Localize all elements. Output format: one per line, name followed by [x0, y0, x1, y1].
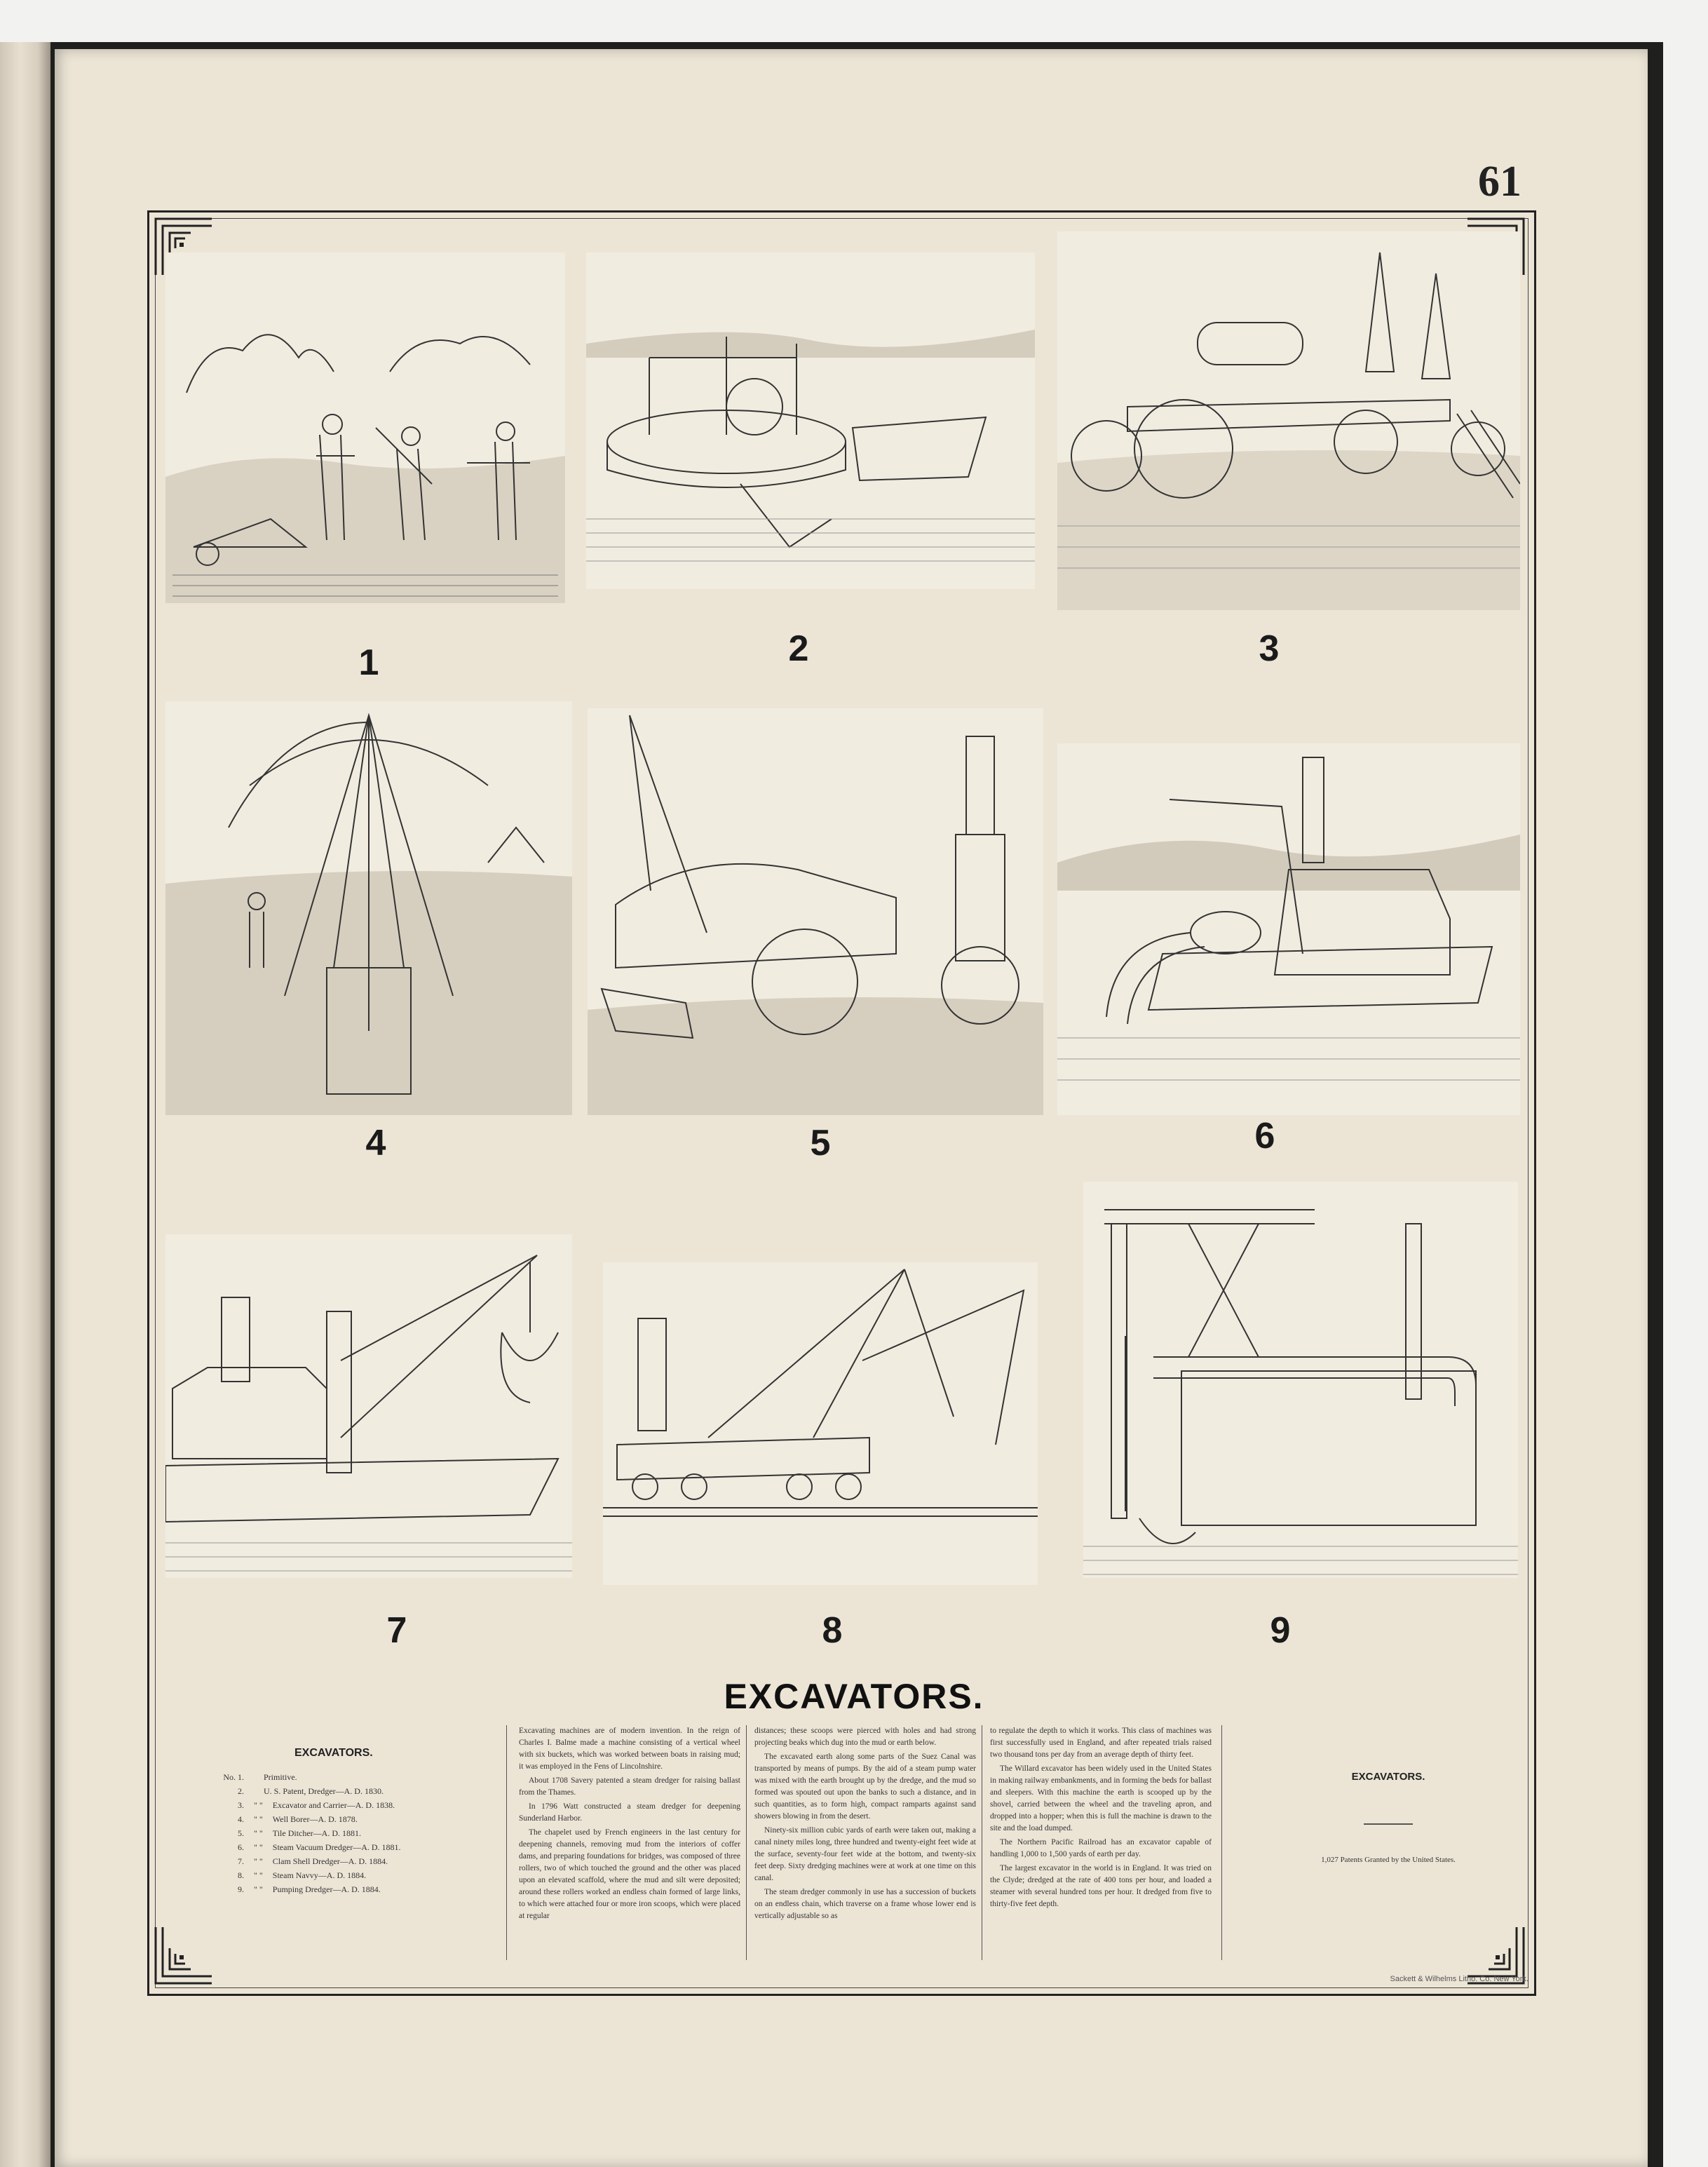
legend-row-label: 5. [238, 1828, 244, 1838]
patent-note: 1,027 Patents Granted by the United States. [1321, 1856, 1456, 1864]
figure-7-illustration [165, 1234, 572, 1578]
legend-row-ditto: " " [254, 1884, 263, 1894]
figure-8-illustration [603, 1262, 1038, 1585]
figure-2-number: 2 [788, 628, 809, 669]
figure-6-illustration [1057, 743, 1520, 1115]
legend-row-text: Well Borer—A. D. 1878. [272, 1814, 358, 1824]
right-heading-rule [1364, 1823, 1413, 1825]
legend-row-ditto: " " [254, 1828, 263, 1838]
paragraph: The excavated earth along some parts of the Suez Canal was transported by means of pumps. By the aid of a steam pump water was mixed with the earth brought up by the dredge, and the mud so formed was spouted out upon the banks to such a distance, and in such quantities, as to form high, compact ramparts against sand showers blowing in from the desert. [754, 1753, 976, 1821]
legend-row [210, 1798, 505, 1812]
legend-row-ditto: " " [254, 1870, 263, 1880]
legend-row-ditto: " " [254, 1800, 263, 1810]
legend-row-label: No. 1. [223, 1772, 244, 1782]
legend-row [210, 1826, 505, 1840]
paragraph: The Northern Pacific Railroad has an excavator capable of handling 1,000 to 1,500 yards of earth per day. [990, 1838, 1212, 1858]
figure-9-number: 9 [1270, 1610, 1291, 1651]
paragraph: to regulate the depth to which it works. This class of machines was first successfully used in England, and after repeated trials raised two thousand tons per day from an average depth of thirty feet. [990, 1727, 1212, 1759]
figure-3-illustration [1057, 231, 1520, 610]
paragraph: Excavating machines are of modern invention. In the reign of Charles I. Balme made a machine consisting of a vertical wheel with six buckets, which was worked between boats in raising mud; it was employed in the Fens of Lincolnshire. [519, 1727, 740, 1771]
figure-6-number: 6 [1254, 1116, 1275, 1156]
paragraph: In 1796 Watt constructed a steam dredger for deepening Sunderland Harbor. [519, 1802, 740, 1823]
right-heading: EXCAVATORS. [1351, 1771, 1425, 1783]
legend-row [210, 1868, 505, 1882]
legend-row [210, 1854, 505, 1868]
paragraph: The chapelet used by French engineers in the last century for deepening channels, removing mud from the interiors of coffer dams, and preparing foundations for bridges, was composed of three rollers, two of which touched the ground and the other was placed upon an elevated scaffold, where the mud and silt were deposited; around these rollers worked an endless chain formed of large links, to which were attached four or more iron scoops, which were placed at regular [519, 1828, 740, 1920]
paragraph: The Willard excavator has been widely used in the United States in making railway embankments, and in forming the beds for ballast and sleepers. With this machine the earth is scooped up by the shovel, carried between the wheel and the traveling apron, and dropped into a hopper; when this is full the machine is drawn to the site and the load dumped. [990, 1764, 1212, 1832]
legend-row-label: 7. [238, 1856, 244, 1866]
legend-row-ditto: " " [254, 1842, 263, 1852]
printer-imprint: Sackett & Wilhelms Litho. Co. New York. [1390, 1975, 1529, 1983]
legend-row [210, 1882, 505, 1896]
figure-1-illustration [165, 252, 565, 603]
paragraph: The steam dredger commonly in use has a succession of buckets on an endless chain, which traverse on a frame whose lower end is vertically adjustable so as [754, 1888, 976, 1920]
figure-3-number: 3 [1259, 628, 1280, 669]
legend-row-text: Pumping Dredger—A. D. 1884. [272, 1884, 381, 1894]
legend-row-text: Primitive. [264, 1772, 297, 1782]
legend-row-label: 6. [238, 1842, 244, 1852]
page-title: EXCAVATORS. [724, 1677, 984, 1716]
legend-row-label: 9. [238, 1884, 244, 1894]
text-column-2 [754, 1725, 976, 1924]
text-column-1 [519, 1725, 740, 1924]
paragraph: Ninety-six million cubic yards of earth were taken out, making a canal ninety miles long, three hundred and twenty-eight feet wide at the surface, seventy-four feet wide at the bottom, and twenty-six feet deep. Sixty dredging machines were at work at one time on this canal. [754, 1826, 976, 1882]
paragraph: The largest excavator in the world is in England. It was tried on the Clyde; dredged at the rate of 400 tons per hour, and loaded a steamer with several hundred tons per hour. It dredged from five to thirty-five feet depth. [990, 1864, 1212, 1908]
paragraph: About 1708 Savery patented a steam dredger for raising ballast from the Thames. [519, 1776, 740, 1797]
corner-ornament-bottom-left [149, 1920, 219, 1990]
figure-4-illustration [165, 701, 572, 1115]
paragraph: distances; these scoops were pierced with holes and had strong projecting beaks which dug into the mud or earth below. [754, 1727, 976, 1747]
column-divider [746, 1725, 747, 1960]
figure-7-number: 7 [386, 1610, 407, 1651]
legend-row [210, 1784, 505, 1798]
legend-row [210, 1840, 505, 1854]
column-divider [1221, 1725, 1222, 1960]
figure-8-number: 8 [822, 1610, 843, 1651]
left-page-edge [0, 42, 52, 2167]
figure-5-number: 5 [810, 1123, 831, 1163]
legend-row-label: 3. [238, 1800, 244, 1810]
legend-row-text: Steam Vacuum Dredger—A. D. 1881. [272, 1842, 401, 1852]
figure-1-number: 1 [358, 642, 379, 683]
legend-heading: EXCAVATORS. [294, 1747, 373, 1759]
legend-row-text: Steam Navvy—A. D. 1884. [272, 1870, 367, 1880]
legend-row-label: 4. [238, 1814, 244, 1824]
figure-legend [210, 1746, 505, 1896]
legend-row-label: 8. [238, 1870, 244, 1880]
legend-row-text: Clam Shell Dredger—A. D. 1884. [272, 1856, 388, 1866]
legend-row-text: Tile Ditcher—A. D. 1881. [272, 1828, 362, 1838]
text-column-3 [990, 1725, 1212, 1912]
figure-9-illustration [1083, 1182, 1518, 1578]
legend-row-text: Excavator and Carrier—A. D. 1838. [272, 1800, 395, 1810]
figure-4-number: 4 [365, 1123, 386, 1163]
page-number: 61 [1478, 158, 1521, 205]
legend-row-ditto: " " [254, 1814, 263, 1824]
column-divider [506, 1725, 507, 1960]
figure-5-illustration [588, 708, 1043, 1115]
legend-row-label: 2. [238, 1786, 244, 1796]
legend-row-ditto: " " [254, 1856, 263, 1866]
legend-row [210, 1812, 505, 1826]
legend-row-text: U. S. Patent, Dredger—A. D. 1830. [264, 1786, 384, 1796]
legend-row [210, 1770, 505, 1784]
figure-2-illustration [586, 252, 1035, 589]
